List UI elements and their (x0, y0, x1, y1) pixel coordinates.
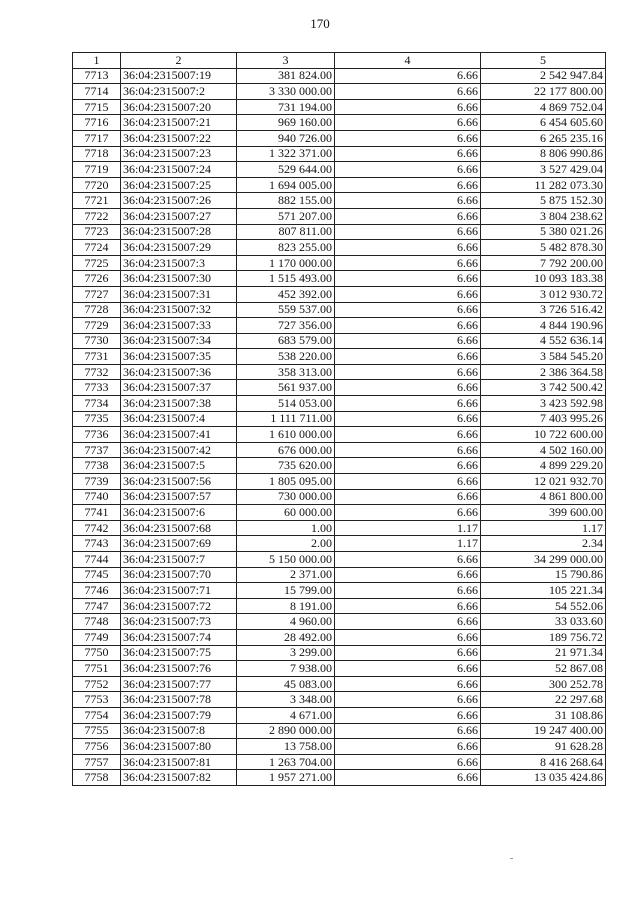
total-value-cell: 34 299 000.00 (481, 552, 606, 568)
area-value-cell: 2 890 000.00 (237, 723, 335, 739)
table-row (73, 224, 606, 240)
table-row (73, 676, 606, 692)
area-value-cell: 1 694 005.00 (237, 177, 335, 193)
row-number-cell: 7751 (73, 661, 121, 677)
table-row (73, 598, 606, 614)
table-row (73, 770, 606, 786)
total-value-cell: 22 177 800.00 (481, 84, 606, 100)
rate-cell: 6.66 (335, 255, 481, 271)
table-row (73, 567, 606, 583)
table-row (73, 629, 606, 645)
table-row (73, 552, 606, 568)
total-value-cell: 12 021 932.70 (481, 474, 606, 490)
total-value-cell: 15 790.86 (481, 567, 606, 583)
row-number-cell: 7745 (73, 567, 121, 583)
row-number-cell: 7730 (73, 333, 121, 349)
row-number-cell: 7750 (73, 645, 121, 661)
total-value-cell: 10 093 183.38 (481, 271, 606, 287)
table-row (73, 162, 606, 178)
row-number-cell: 7718 (73, 146, 121, 162)
row-number-cell: 7738 (73, 458, 121, 474)
row-number-cell: 7742 (73, 520, 121, 536)
rate-cell: 6.66 (335, 598, 481, 614)
area-value-cell: 1 322 371.00 (237, 146, 335, 162)
row-number-cell: 7754 (73, 707, 121, 723)
rate-cell: 6.66 (335, 629, 481, 645)
total-value-cell: 21 971.34 (481, 645, 606, 661)
rate-cell: 6.66 (335, 115, 481, 131)
row-number-cell: 7753 (73, 692, 121, 708)
table-row (73, 177, 606, 193)
area-value-cell: 3 299.00 (237, 645, 335, 661)
area-value-cell: 1 610 000.00 (237, 427, 335, 443)
row-number-cell: 7735 (73, 411, 121, 427)
row-number-cell: 7715 (73, 99, 121, 115)
cadastral-number-cell: 36:04:2315007:22 (121, 130, 237, 146)
table-row (73, 536, 606, 552)
area-value-cell: 452 392.00 (237, 286, 335, 302)
row-number-cell: 7723 (73, 224, 121, 240)
row-number-cell: 7749 (73, 629, 121, 645)
total-value-cell: 10 722 600.00 (481, 427, 606, 443)
row-number-cell: 7733 (73, 380, 121, 396)
row-number-cell: 7727 (73, 286, 121, 302)
area-value-cell: 1 805 095.00 (237, 474, 335, 490)
cadastral-number-cell: 36:04:2315007:56 (121, 474, 237, 490)
area-value-cell: 1 170 000.00 (237, 255, 335, 271)
total-value-cell: 3 742 500.42 (481, 380, 606, 396)
table-row (73, 193, 606, 209)
row-number-cell: 7737 (73, 442, 121, 458)
cadastral-number-cell: 36:04:2315007:2 (121, 84, 237, 100)
total-value-cell: 5 482 878.30 (481, 240, 606, 256)
total-value-cell: 91 628.28 (481, 739, 606, 755)
rate-cell: 6.66 (335, 723, 481, 739)
table-row (73, 318, 606, 334)
table-row (73, 723, 606, 739)
row-number-cell: 7755 (73, 723, 121, 739)
table-row (73, 739, 606, 755)
area-value-cell: 730 000.00 (237, 489, 335, 505)
row-number-cell: 7756 (73, 739, 121, 755)
cadastral-number-cell: 36:04:2315007:38 (121, 396, 237, 412)
rate-cell: 6.66 (335, 583, 481, 599)
rate-cell: 6.66 (335, 380, 481, 396)
table-row (73, 707, 606, 723)
total-value-cell: 2 386 364.58 (481, 364, 606, 380)
total-value-cell: 6 265 235.16 (481, 130, 606, 146)
row-number-cell: 7729 (73, 318, 121, 334)
rate-cell: 6.66 (335, 676, 481, 692)
cadastral-number-cell: 36:04:2315007:21 (121, 115, 237, 131)
cadastral-number-cell: 36:04:2315007:76 (121, 661, 237, 677)
total-value-cell: 2.34 (481, 536, 606, 552)
area-value-cell: 15 799.00 (237, 583, 335, 599)
area-value-cell: 358 313.00 (237, 364, 335, 380)
total-value-cell: 105 221.34 (481, 583, 606, 599)
table-row (73, 255, 606, 271)
total-value-cell: 4 899 229.20 (481, 458, 606, 474)
area-value-cell: 529 644.00 (237, 162, 335, 178)
area-value-cell: 3 348.00 (237, 692, 335, 708)
rate-cell: 6.66 (335, 739, 481, 755)
row-number-cell: 7728 (73, 302, 121, 318)
cadastral-number-cell: 36:04:2315007:5 (121, 458, 237, 474)
rate-cell: 6.66 (335, 193, 481, 209)
rate-cell: 6.66 (335, 567, 481, 583)
cadastral-number-cell: 36:04:2315007:31 (121, 286, 237, 302)
rate-cell: 6.66 (335, 130, 481, 146)
row-number-cell: 7716 (73, 115, 121, 131)
row-number-cell: 7747 (73, 598, 121, 614)
area-value-cell: 4 960.00 (237, 614, 335, 630)
row-number-cell: 7714 (73, 84, 121, 100)
total-value-cell: 4 869 752.04 (481, 99, 606, 115)
column-header-5: 5 (481, 53, 606, 69)
cadastral-number-cell: 36:04:2315007:73 (121, 614, 237, 630)
rate-cell: 6.66 (335, 442, 481, 458)
rate-cell: 6.66 (335, 68, 481, 84)
rate-cell: 6.66 (335, 692, 481, 708)
total-value-cell: 1.17 (481, 520, 606, 536)
area-value-cell: 60 000.00 (237, 505, 335, 521)
table-row (73, 68, 606, 84)
total-value-cell: 3 726 516.42 (481, 302, 606, 318)
area-value-cell: 2 371.00 (237, 567, 335, 583)
area-value-cell: 683 579.00 (237, 333, 335, 349)
cadastral-number-cell: 36:04:2315007:72 (121, 598, 237, 614)
cadastral-number-cell: 36:04:2315007:42 (121, 442, 237, 458)
row-number-cell: 7743 (73, 536, 121, 552)
table-row (73, 302, 606, 318)
row-number-cell: 7748 (73, 614, 121, 630)
table-body (73, 68, 606, 785)
area-value-cell: 3 330 000.00 (237, 84, 335, 100)
total-value-cell: 4 844 190.96 (481, 318, 606, 334)
rate-cell: 6.66 (335, 614, 481, 630)
table-row (73, 115, 606, 131)
rate-cell: 6.66 (335, 318, 481, 334)
total-value-cell: 3 584 545.20 (481, 349, 606, 365)
cadastral-number-cell: 36:04:2315007:81 (121, 754, 237, 770)
row-number-cell: 7741 (73, 505, 121, 521)
area-value-cell: 676 000.00 (237, 442, 335, 458)
rate-cell: 6.66 (335, 146, 481, 162)
area-value-cell: 823 255.00 (237, 240, 335, 256)
table-row (73, 146, 606, 162)
table-row (73, 208, 606, 224)
total-value-cell: 5 875 152.30 (481, 193, 606, 209)
table-row (73, 754, 606, 770)
area-value-cell: 735 620.00 (237, 458, 335, 474)
area-value-cell: 538 220.00 (237, 349, 335, 365)
rate-cell: 6.66 (335, 645, 481, 661)
area-value-cell: 514 053.00 (237, 396, 335, 412)
rate-cell: 6.66 (335, 770, 481, 786)
table-row (73, 645, 606, 661)
total-value-cell: 22 297.68 (481, 692, 606, 708)
row-number-cell: 7732 (73, 364, 121, 380)
cadastral-number-cell: 36:04:2315007:41 (121, 427, 237, 443)
total-value-cell: 4 502 160.00 (481, 442, 606, 458)
area-value-cell: 940 726.00 (237, 130, 335, 146)
total-value-cell: 6 454 605.60 (481, 115, 606, 131)
rate-cell: 6.66 (335, 162, 481, 178)
row-number-cell: 7734 (73, 396, 121, 412)
area-value-cell: 381 824.00 (237, 68, 335, 84)
rate-cell: 1.17 (335, 520, 481, 536)
total-value-cell: 5 380 021.26 (481, 224, 606, 240)
cadastral-number-cell: 36:04:2315007:24 (121, 162, 237, 178)
table-row (73, 692, 606, 708)
cadastral-number-cell: 36:04:2315007:37 (121, 380, 237, 396)
total-value-cell: 399 600.00 (481, 505, 606, 521)
area-value-cell: 1 263 704.00 (237, 754, 335, 770)
rate-cell: 6.66 (335, 474, 481, 490)
rate-cell: 6.66 (335, 396, 481, 412)
row-number-cell: 7717 (73, 130, 121, 146)
page-number: 170 (310, 16, 330, 31)
total-value-cell: 8 806 990.86 (481, 146, 606, 162)
table-row (73, 583, 606, 599)
header-row (73, 53, 606, 69)
table-row (73, 489, 606, 505)
area-value-cell: 1 957 271.00 (237, 770, 335, 786)
cadastral-number-cell: 36:04:2315007:7 (121, 552, 237, 568)
rate-cell: 6.66 (335, 349, 481, 365)
cadastral-number-cell: 36:04:2315007:8 (121, 723, 237, 739)
total-value-cell: 31 108.86 (481, 707, 606, 723)
area-value-cell: 13 758.00 (237, 739, 335, 755)
row-number-cell: 7736 (73, 427, 121, 443)
table-row (73, 84, 606, 100)
area-value-cell: 571 207.00 (237, 208, 335, 224)
cadastral-table (72, 52, 606, 786)
table-row (73, 99, 606, 115)
area-value-cell: 7 938.00 (237, 661, 335, 677)
cadastral-number-cell: 36:04:2315007:25 (121, 177, 237, 193)
area-value-cell: 1 111 711.00 (237, 411, 335, 427)
cadastral-number-cell: 36:04:2315007:36 (121, 364, 237, 380)
rate-cell: 6.66 (335, 177, 481, 193)
area-value-cell: 5 150 000.00 (237, 552, 335, 568)
table-row (73, 396, 606, 412)
table-row (73, 442, 606, 458)
cadastral-number-cell: 36:04:2315007:80 (121, 739, 237, 755)
cadastral-number-cell: 36:04:2315007:74 (121, 629, 237, 645)
cadastral-number-cell: 36:04:2315007:34 (121, 333, 237, 349)
cadastral-number-cell: 36:04:2315007:33 (121, 318, 237, 334)
total-value-cell: 3 012 930.72 (481, 286, 606, 302)
row-number-cell: 7758 (73, 770, 121, 786)
cadastral-number-cell: 36:04:2315007:75 (121, 645, 237, 661)
column-header-2: 2 (121, 53, 237, 69)
row-number-cell: 7739 (73, 474, 121, 490)
rate-cell: 6.66 (335, 271, 481, 287)
row-number-cell: 7724 (73, 240, 121, 256)
total-value-cell: 4 861 800.00 (481, 489, 606, 505)
cadastral-number-cell: 36:04:2315007:29 (121, 240, 237, 256)
area-value-cell: 807 811.00 (237, 224, 335, 240)
total-value-cell: 189 756.72 (481, 629, 606, 645)
rate-cell: 6.66 (335, 552, 481, 568)
total-value-cell: 52 867.08 (481, 661, 606, 677)
total-value-cell: 13 035 424.86 (481, 770, 606, 786)
table-row (73, 271, 606, 287)
cadastral-number-cell: 36:04:2315007:27 (121, 208, 237, 224)
rate-cell: 6.66 (335, 411, 481, 427)
table-row (73, 333, 606, 349)
cadastral-number-cell: 36:04:2315007:26 (121, 193, 237, 209)
area-value-cell: 559 537.00 (237, 302, 335, 318)
rate-cell: 6.66 (335, 364, 481, 380)
row-number-cell: 7752 (73, 676, 121, 692)
rate-cell: 6.66 (335, 240, 481, 256)
table-row (73, 130, 606, 146)
row-number-cell: 7722 (73, 208, 121, 224)
table-row (73, 505, 606, 521)
rate-cell: 6.66 (335, 489, 481, 505)
table-row (73, 349, 606, 365)
row-number-cell: 7740 (73, 489, 121, 505)
cadastral-number-cell: 36:04:2315007:70 (121, 567, 237, 583)
rate-cell: 1.17 (335, 536, 481, 552)
cadastral-number-cell: 36:04:2315007:4 (121, 411, 237, 427)
rate-cell: 6.66 (335, 84, 481, 100)
total-value-cell: 54 552.06 (481, 598, 606, 614)
row-number-cell: 7713 (73, 68, 121, 84)
rate-cell: 6.66 (335, 754, 481, 770)
cadastral-number-cell: 36:04:2315007:23 (121, 146, 237, 162)
table-row (73, 380, 606, 396)
row-number-cell: 7725 (73, 255, 121, 271)
cadastral-number-cell: 36:04:2315007:82 (121, 770, 237, 786)
rate-cell: 6.66 (335, 99, 481, 115)
cadastral-number-cell: 36:04:2315007:3 (121, 255, 237, 271)
rate-cell: 6.66 (335, 224, 481, 240)
table-row (73, 520, 606, 536)
rate-cell: 6.66 (335, 427, 481, 443)
table-row (73, 240, 606, 256)
row-number-cell: 7731 (73, 349, 121, 365)
row-number-cell: 7721 (73, 193, 121, 209)
total-value-cell: 7 403 995.26 (481, 411, 606, 427)
cadastral-number-cell: 36:04:2315007:71 (121, 583, 237, 599)
area-value-cell: 45 083.00 (237, 676, 335, 692)
cadastral-number-cell: 36:04:2315007:77 (121, 676, 237, 692)
area-value-cell: 28 492.00 (237, 629, 335, 645)
total-value-cell: 2 542 947.84 (481, 68, 606, 84)
area-value-cell: 1 515 493.00 (237, 271, 335, 287)
table-row (73, 411, 606, 427)
cadastral-number-cell: 36:04:2315007:79 (121, 707, 237, 723)
cadastral-number-cell: 36:04:2315007:35 (121, 349, 237, 365)
rate-cell: 6.66 (335, 661, 481, 677)
cadastral-number-cell: 36:04:2315007:68 (121, 520, 237, 536)
rate-cell: 6.66 (335, 302, 481, 318)
cadastral-number-cell: 36:04:2315007:69 (121, 536, 237, 552)
total-value-cell: 3 804 238.62 (481, 208, 606, 224)
row-number-cell: 7726 (73, 271, 121, 287)
cadastral-number-cell: 36:04:2315007:20 (121, 99, 237, 115)
table-row (73, 364, 606, 380)
column-header-1: 1 (73, 53, 121, 69)
rate-cell: 6.66 (335, 333, 481, 349)
table-row (73, 458, 606, 474)
total-value-cell: 3 527 429.04 (481, 162, 606, 178)
rate-cell: 6.66 (335, 286, 481, 302)
table-row (73, 474, 606, 490)
area-value-cell: 969 160.00 (237, 115, 335, 131)
area-value-cell: 4 671.00 (237, 707, 335, 723)
table-row (73, 427, 606, 443)
area-value-cell: 8 191.00 (237, 598, 335, 614)
column-header-4: 4 (335, 53, 481, 69)
total-value-cell: 8 416 268.64 (481, 754, 606, 770)
total-value-cell: 7 792 200.00 (481, 255, 606, 271)
row-number-cell: 7744 (73, 552, 121, 568)
total-value-cell: 4 552 636.14 (481, 333, 606, 349)
rate-cell: 6.66 (335, 505, 481, 521)
area-value-cell: 882 155.00 (237, 193, 335, 209)
rate-cell: 6.66 (335, 208, 481, 224)
row-number-cell: 7720 (73, 177, 121, 193)
cadastral-number-cell: 36:04:2315007:6 (121, 505, 237, 521)
cadastral-number-cell: 36:04:2315007:28 (121, 224, 237, 240)
total-value-cell: 19 247 400.00 (481, 723, 606, 739)
rate-cell: 6.66 (335, 707, 481, 723)
row-number-cell: 7757 (73, 754, 121, 770)
table-row (73, 614, 606, 630)
total-value-cell: 11 282 073.30 (481, 177, 606, 193)
area-value-cell: 1.00 (237, 520, 335, 536)
rate-cell: 6.66 (335, 458, 481, 474)
cadastral-number-cell: 36:04:2315007:30 (121, 271, 237, 287)
total-value-cell: 33 033.60 (481, 614, 606, 630)
area-value-cell: 2.00 (237, 536, 335, 552)
table-row (73, 661, 606, 677)
area-value-cell: 561 937.00 (237, 380, 335, 396)
total-value-cell: 3 423 592.98 (481, 396, 606, 412)
row-number-cell: 7719 (73, 162, 121, 178)
total-value-cell: 300 252.78 (481, 676, 606, 692)
scan-mark (510, 858, 513, 859)
table-row (73, 286, 606, 302)
area-value-cell: 727 356.00 (237, 318, 335, 334)
cadastral-number-cell: 36:04:2315007:32 (121, 302, 237, 318)
cadastral-number-cell: 36:04:2315007:19 (121, 68, 237, 84)
area-value-cell: 731 194.00 (237, 99, 335, 115)
row-number-cell: 7746 (73, 583, 121, 599)
column-header-3: 3 (237, 53, 335, 69)
cadastral-number-cell: 36:04:2315007:57 (121, 489, 237, 505)
cadastral-number-cell: 36:04:2315007:78 (121, 692, 237, 708)
